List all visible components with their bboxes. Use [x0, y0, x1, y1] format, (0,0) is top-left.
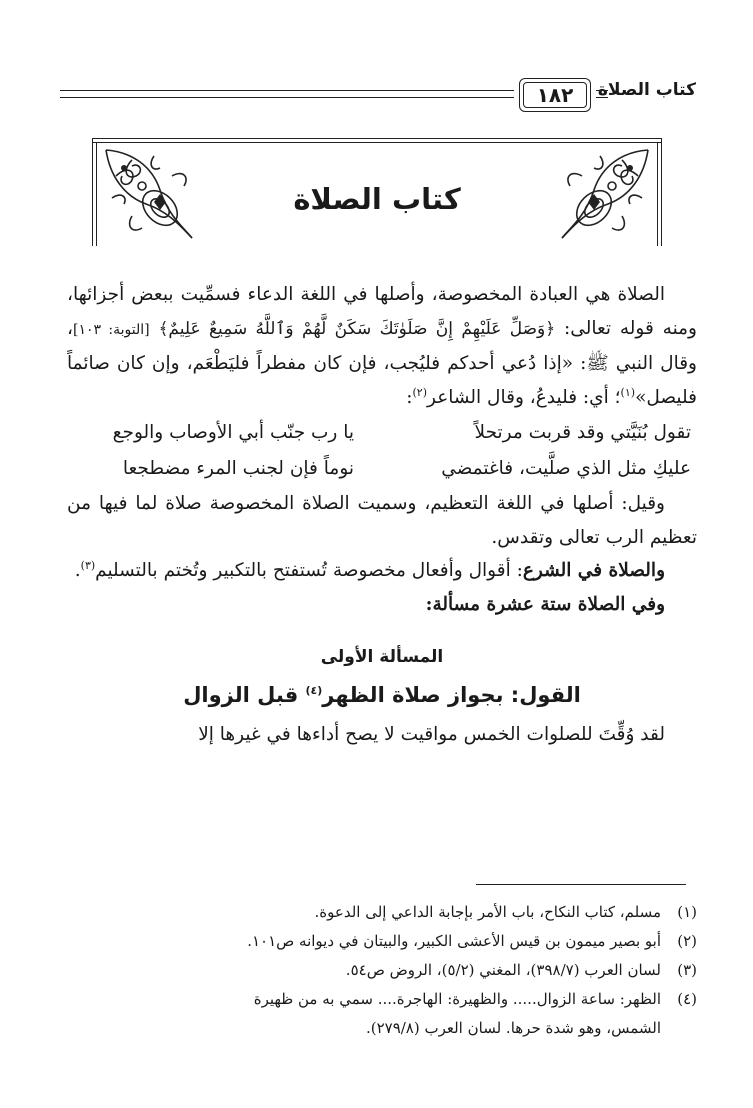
section-subtitle [67, 679, 697, 713]
footnotes [67, 898, 697, 1043]
paragraph-issues-count: وفي الصلاة ستة عشرة مسألة: [425, 593, 665, 615]
running-title: كتاب الصلاة [597, 80, 696, 100]
poem-verse [67, 416, 697, 450]
text-line: . [74, 560, 81, 581]
paragraph-definition [67, 278, 697, 414]
paragraph-linguistic: وقيل: أصلها في اللغة التعظيم، وسميت الصلاة المخصوصة صلاة لما فيها من تعظيم الرب تعالى وتقدس. [67, 493, 697, 548]
text-line: ببعض أجزائها، ومنه قوله تعالى: [67, 284, 697, 339]
text-line: الصلاة هي العبادة المخصوصة، وأصلها في اللغة الدعاء فسمِّيت [180, 284, 665, 305]
chapter-title-frame [88, 128, 666, 248]
footnote-number: (٢) [677, 932, 697, 950]
hadith-text: ، وقال النبي ﷺ: «إذا دُعي أحدكم فليُجب، فإن كان مفطراً فليَطْعَم، وإن كان صائماً فليصل» [67, 317, 697, 408]
poem-hemistich: نوماً فإن لجنب المرء مضطجعا [122, 457, 355, 479]
poem-hemistich: عليكِ مثل الذي صلَّيت، فاغتمضي [441, 457, 691, 479]
quran-verse: ﴿وَصَلِّ عَلَيْهِمْ إِنَّ صَلَوٰتَكَ سَكَنٌ لَّهُمْ وَٱللَّهُ سَمِيعٌ عَلِيمٌ﴾ [158, 318, 556, 339]
footnote-number: (١) [677, 903, 697, 921]
footnote [67, 956, 697, 985]
footnote [67, 985, 697, 1014]
header-rule [596, 90, 608, 98]
text-line: : أقوال وأفعال مخصوصة تُستفتح بالتكبير وتُختم بالتسليم [95, 560, 523, 581]
footnote-text: لسان العرب (٣٩٨/٧)، المغني (٥/٢)، الروض ص٥٤. [345, 961, 661, 979]
footnote-number: (٤) [677, 990, 697, 1008]
term-bold: والصلاة في الشرع [522, 560, 665, 581]
poem-verse [67, 452, 697, 486]
chapter-title: كتاب الصلاة [293, 182, 461, 216]
footnote-continuation: الشمس، وهو شدة حرها. لسان العرب (٢٧٩/٨). [365, 1019, 661, 1037]
subtitle-text: قبل الزوال [183, 682, 306, 707]
page-header [60, 74, 696, 124]
footnote-marker[interactable]: (١) [620, 385, 636, 399]
footnote [67, 927, 697, 956]
text-line: : [406, 386, 413, 408]
header-rule [60, 90, 514, 98]
footnote-text: الظهر: ساعة الزوال..... والظهيرة: الهاجرة.... سمي به من ظهيرة [253, 990, 661, 1008]
text-line: ؛ أي: فليدعُ، وقال الشاعر [427, 386, 621, 408]
paragraph-times: لقد وُقِّتَ للصلوات الخمس مواقيت لا يصح أداءها في غيرها إلا [198, 724, 665, 745]
footnote-number: (٣) [677, 961, 697, 979]
section-title: المسألة الأولى [320, 647, 444, 667]
footnote-marker[interactable]: (٢) [412, 385, 427, 399]
paragraph-sharia-definition [67, 554, 697, 588]
subtitle-text: القول: بجواز صلاة الظهر [322, 682, 581, 707]
page-number-box [519, 78, 591, 112]
footnote-text: أبو بصير ميمون بن قيس الأعشى الكبير، والبيتان في ديوانه ص١٠١. [247, 932, 661, 950]
footnote [67, 898, 697, 927]
verse-reference: [التوبة: ١٠٣] [72, 321, 150, 338]
poem-hemistich: تقول بُنَيَّتي وقد قربت مرتحلاً [474, 422, 691, 443]
footnote-text: مسلم، كتاب النكاح، باب الأمر بإجابة الداعي إلى الدعوة. [314, 903, 661, 921]
page-number: ١٨٢ [536, 83, 574, 107]
poem-hemistich: يا رب جنّب أبي الأوصاب والوجع [112, 422, 355, 443]
footnote-separator [476, 884, 686, 885]
footnote-marker[interactable]: (٣) [80, 558, 96, 572]
footnote-marker[interactable]: (٤) [305, 683, 323, 697]
main-text [67, 278, 697, 752]
